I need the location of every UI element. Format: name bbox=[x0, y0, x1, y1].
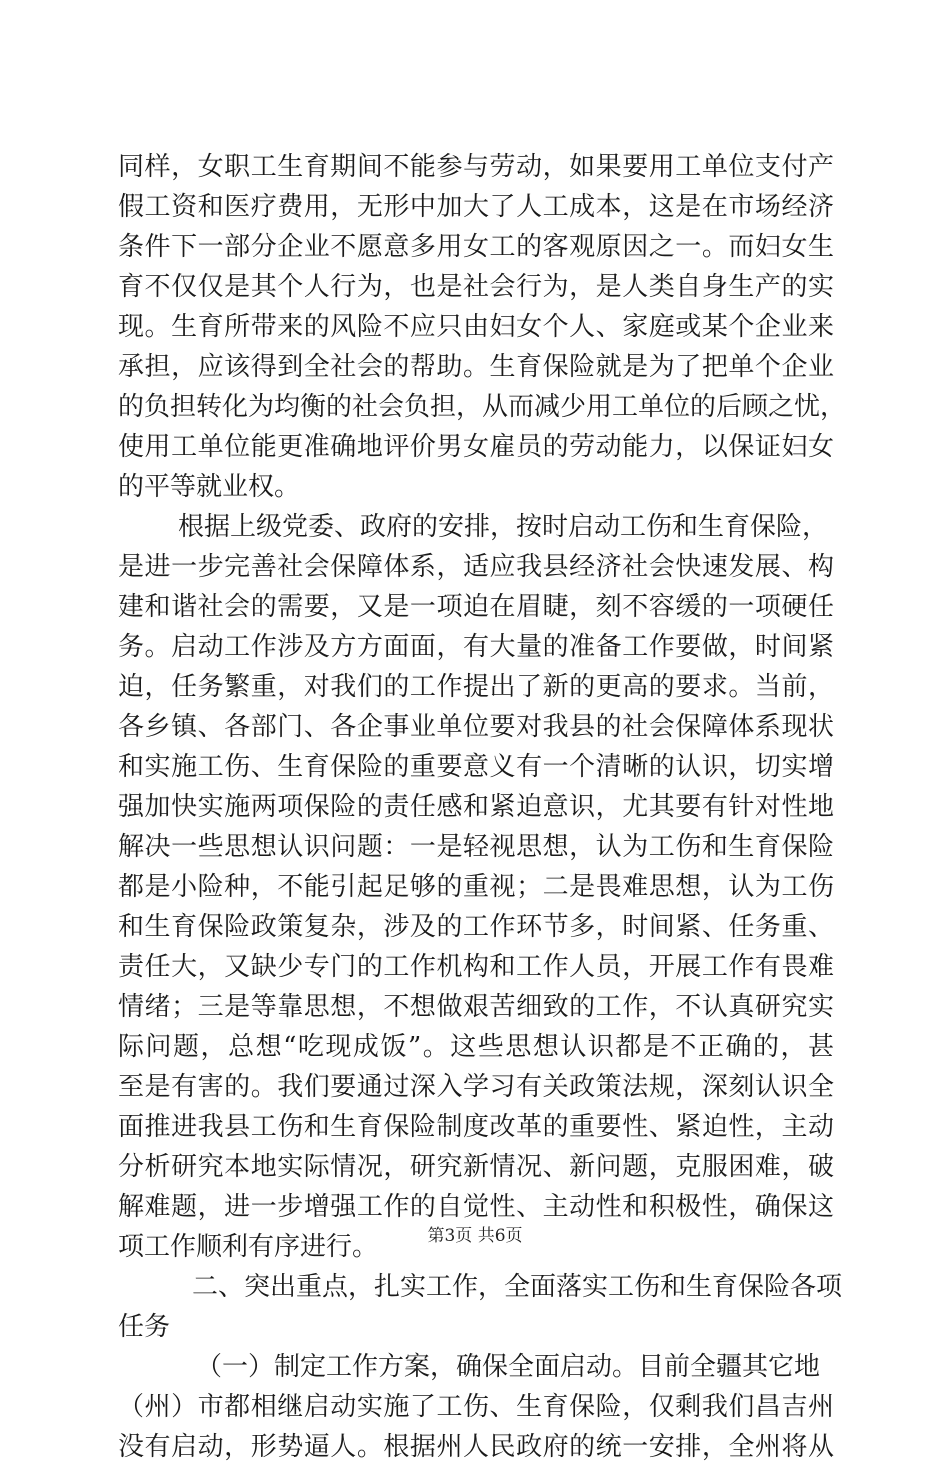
text-line: 育不仅仅是其个人行为，也是社会行为，是人类自身生产的实 bbox=[118, 272, 834, 302]
text-line: 的平等就业权。 bbox=[118, 472, 301, 502]
text-line: 建和谐社会的需要，又是一项迫在眉睫，刻不容缓的一项硬任 bbox=[118, 592, 834, 622]
text-line: 际问题，总想“吃现成饭”。这些思想认识都是不正确的，甚 bbox=[118, 1032, 834, 1062]
text-line: 都是小险种，不能引起足够的重视；二是畏难思想，认为工伤 bbox=[118, 872, 834, 902]
text-line: 分析研究本地实际情况，研究新情况、新问题，克服困难，破 bbox=[118, 1152, 834, 1182]
text-line: 根据上级党委、政府的安排，按时启动工伤和生育保险， bbox=[178, 512, 829, 542]
text-line: 责任大，又缺少专门的工作机构和工作人员，开展工作有畏难 bbox=[118, 952, 834, 982]
text-line: 强加快实施两项保险的责任感和紧迫意识，尤其要有针对性地 bbox=[118, 792, 834, 822]
page-footer: 第3页 共6页 bbox=[427, 1226, 523, 1246]
text-line: 务。启动工作涉及方方面面，有大量的准备工作要做，时间紧 bbox=[118, 632, 834, 662]
text-line: 的负担转化为均衡的社会负担，从而减少用工单位的后顾之忧， bbox=[118, 392, 847, 422]
text-line: 各乡镇、各部门、各企事业单位要对我县的社会保障体系现状 bbox=[118, 712, 834, 742]
text-line: 项工作顺利有序进行。 bbox=[118, 1232, 379, 1262]
text-line: 条件下一部分企业不愿意多用女工的客观原因之一。而妇女生 bbox=[118, 232, 834, 262]
text-line: 迫，任务繁重，对我们的工作提出了新的更高的要求。当前， bbox=[118, 672, 834, 702]
text-line: 假工资和医疗费用，无形中加大了人工成本，这是在市场经济 bbox=[118, 192, 834, 222]
text-line: 没有启动，形势逼人。根据州人民政府的统一安排，全州将从 bbox=[118, 1432, 834, 1462]
document-body bbox=[118, 147, 847, 1467]
text-line: 任务 bbox=[118, 1312, 171, 1342]
text-line: 面推进我县工伤和生育保险制度改革的重要性、紧迫性，主动 bbox=[118, 1112, 834, 1142]
text-line: 至是有害的。我们要通过深入学习有关政策法规，深刻认识全 bbox=[118, 1072, 834, 1102]
text-line: 同样，女职工生育期间不能参与劳动，如果要用工单位支付产 bbox=[118, 152, 834, 182]
text-line: 承担，应该得到全社会的帮助。生育保险就是为了把单个企业 bbox=[118, 352, 834, 382]
text-line: 使用工单位能更准确地评价男女雇员的劳动能力，以保证妇女 bbox=[118, 432, 834, 462]
text-line: 现。生育所带来的风险不应只由妇女个人、家庭或某个企业来 bbox=[118, 312, 834, 342]
text-line: 是进一步完善社会保障体系，适应我县经济社会快速发展、构 bbox=[118, 552, 834, 582]
text-line: 和生育保险政策复杂，涉及的工作环节多，时间紧、任务重、 bbox=[118, 912, 834, 942]
text-line: 情绪；三是等靠思想，不想做艰苦细致的工作，不认真研究实 bbox=[118, 992, 834, 1022]
text-line: （州）市都相继启动实施了工伤、生育保险，仅剩我们昌吉州 bbox=[118, 1392, 834, 1422]
text-line: 二、突出重点，扎实工作，全面落实工伤和生育保险各项 bbox=[192, 1272, 843, 1302]
text-line: （一）制定工作方案，确保全面启动。目前全疆其它地 bbox=[196, 1352, 821, 1382]
text-line: 解决一些思想认识问题：一是轻视思想，认为工伤和生育保险 bbox=[118, 832, 834, 862]
text-line: 和实施工伤、生育保险的重要意义有一个清晰的认识，切实增 bbox=[118, 752, 834, 782]
text-line: 解难题，进一步增强工作的自觉性、主动性和积极性，确保这 bbox=[118, 1192, 834, 1222]
